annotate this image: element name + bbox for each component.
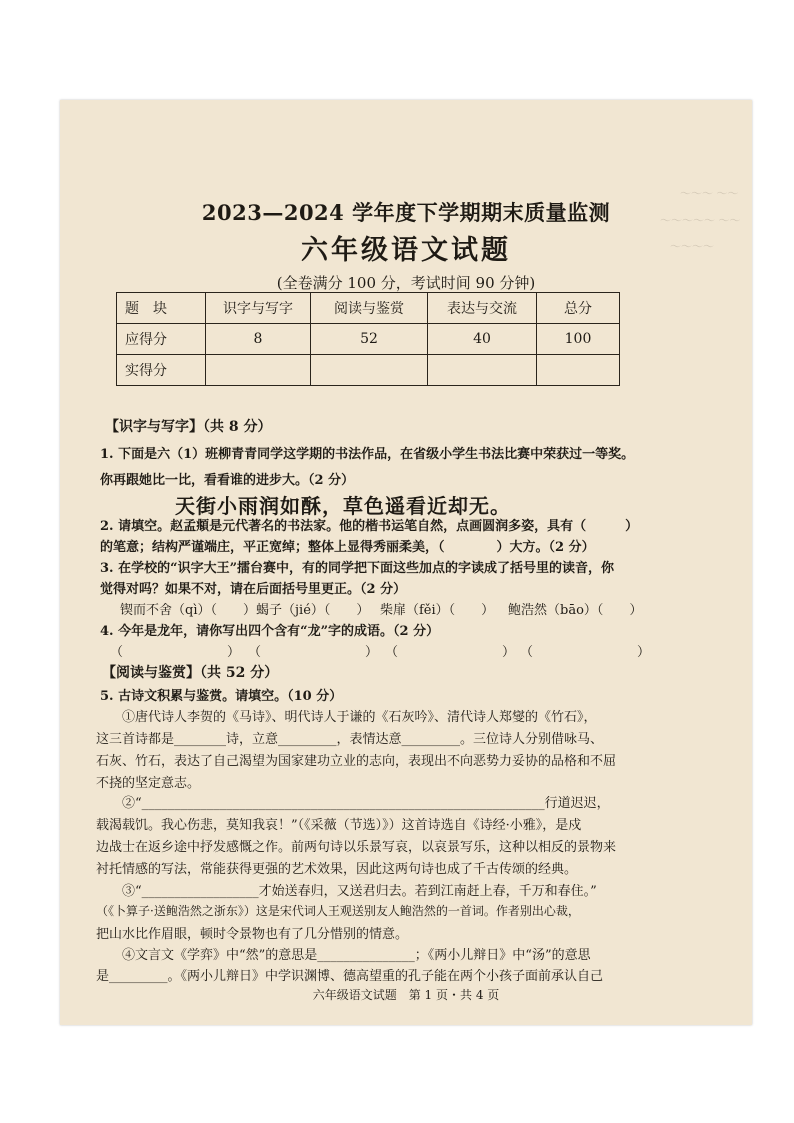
score-table-actual-row <box>117 355 620 386</box>
score-input-cell[interactable] <box>206 355 311 386</box>
question-text: 的笔意；结构严谨端庄，平正宽绰；整体上显得秀丽柔美，（ ）大方。（2 分） <box>100 540 595 555</box>
pinyin-item: 柴扉（fěi）（ ） <box>380 603 495 618</box>
bleed-through-text: ～～～ ～～ <box>680 187 739 200</box>
question-text: 3. 在学校的“识字大王”擂台赛中，有的同学把下面这些加点的字读成了括号里的读音，你 <box>100 561 615 576</box>
score-table-cell: 100 <box>537 324 620 355</box>
score-table-cell: 实得分 <box>117 355 206 386</box>
answer-blank[interactable]: （ ） <box>385 645 516 660</box>
score-input-cell[interactable] <box>311 355 428 386</box>
pinyin-item: 蝎子（jié）（ ） <box>256 603 370 618</box>
pinyin-item: 锲而不舍（qì）（ ） <box>120 603 256 618</box>
paragraph-line: 这三首诗都是________诗，立意_________，表情达意_________。三位诗人分别借咏马、 <box>96 732 604 747</box>
score-table-header-row <box>117 293 620 324</box>
answer-blank[interactable]: （ ） <box>110 645 241 660</box>
paragraph-line: ③“__________________才始送春归，又送君归去。若到江南赶上春，千万和春住。” <box>122 884 597 899</box>
bleed-through-text: ～～～～ <box>670 240 714 253</box>
paragraph-line: 不挠的坚定意志。 <box>96 776 201 791</box>
question-text: 觉得对吗？如果不对，请在后面括号里更正。（2 分） <box>100 582 407 597</box>
score-table-cell: 8 <box>206 324 311 355</box>
score-table-cell: 阅读与鉴赏 <box>311 293 428 324</box>
question-text: 你再跟她比一比，看看谁的进步大。（2 分） <box>100 473 355 488</box>
score-table-cell: 题 块 <box>117 293 206 324</box>
paragraph-line: ④文言文《学弈》中“然”的意思是_______________；《两小儿辩日》中“汤”的意思 <box>122 948 591 963</box>
score-table-cell: 总分 <box>537 293 620 324</box>
section-heading: 【识字与写字】（共 8 分） <box>105 419 272 435</box>
score-table-cell: 52 <box>311 324 428 355</box>
paragraph-line: 衬托情感的写法，常能获得更强的艺术效果，因此这两句诗也成了千古传颂的经典。 <box>96 862 578 877</box>
score-table-cell: 40 <box>428 324 537 355</box>
score-table-cell: 识字与写字 <box>206 293 311 324</box>
score-input-cell[interactable] <box>428 355 537 386</box>
paragraph-line: 是_________。《两小儿辩日》中学识渊博、德高望重的孔子能在两个小孩子面前承认自己 <box>96 969 604 984</box>
score-input-cell[interactable] <box>537 355 620 386</box>
paragraph-line: ①唐代诗人李贺的《马诗》、明代诗人于谦的《石灰吟》、清代诗人郑燮的《竹石》， <box>122 710 597 725</box>
question-text: 4. 今年是龙年，请你写出四个含有“龙”字的成语。（2 分） <box>100 624 440 639</box>
exam-name: 六年级语文试题 <box>301 235 511 266</box>
paragraph-line: （《卜算子·送鲍浩然之浙东》）这是宋代词人王观送别友人鲍浩然的一首词。作者别出心裁， <box>96 904 580 918</box>
exam-note: (全卷满分 100 分，考试时间 90 分钟) <box>276 274 536 292</box>
section-heading: 【阅读与鉴赏】（共 52 分） <box>102 665 279 681</box>
score-table-cell: 表达与交流 <box>428 293 537 324</box>
bleed-through-text: ～～～～～ ～～ <box>660 214 741 227</box>
answer-blank[interactable]: （ ） <box>520 645 651 660</box>
score-table-cell: 应得分 <box>117 324 206 355</box>
pinyin-item: 鲍浩然（bāo）（ ） <box>508 603 643 618</box>
score-table-due-row <box>117 324 620 355</box>
question-text: 1. 下面是六（1）班柳青青同学这学期的书法作品，在省级小学生书法比赛中荣获过一等奖。 <box>100 447 635 462</box>
paragraph-line: 边战士在返乡途中抒发感慨之作。前两句诗以乐景写哀，以哀景写乐，这种以相反的景物来 <box>96 840 617 855</box>
question-text: 5. 古诗文积累与鉴赏。请填空。（10 分） <box>100 689 343 704</box>
exam-paper <box>60 100 752 1025</box>
page-footer: 六年级语文试题 第 1 页・共 4 页 <box>312 988 500 1002</box>
score-table <box>116 292 620 386</box>
paragraph-line: 石灰、竹石，表达了自己渴望为国家建功立业的志向，表现出不向恶势力妥协的品格和不屈 <box>96 754 617 769</box>
answer-blank[interactable]: （ ） <box>248 645 379 660</box>
paragraph-line: 载渴载饥。我心伤悲，莫知我哀！”（《采薇（节选）》）这首诗选自《诗经·小雅》，是戍 <box>96 818 582 833</box>
paragraph-line: 把山水比作眉眼，顿时令景物也有了几分惜别的情意。 <box>96 927 409 942</box>
question-text: 2. 请填空。赵孟頫是元代著名的书法家。他的楷书运笔自然，点画圆润多姿，具有（ ） <box>100 519 639 534</box>
exam-period-title: 2023—2024 学年度下学期期末质量监测 <box>201 200 611 225</box>
calligraphy-poem: 天街小雨润如酥，草色遥看近却无。 <box>175 494 511 518</box>
paragraph-line: ②“______________________________________________________________行道迟迟， <box>122 796 610 811</box>
